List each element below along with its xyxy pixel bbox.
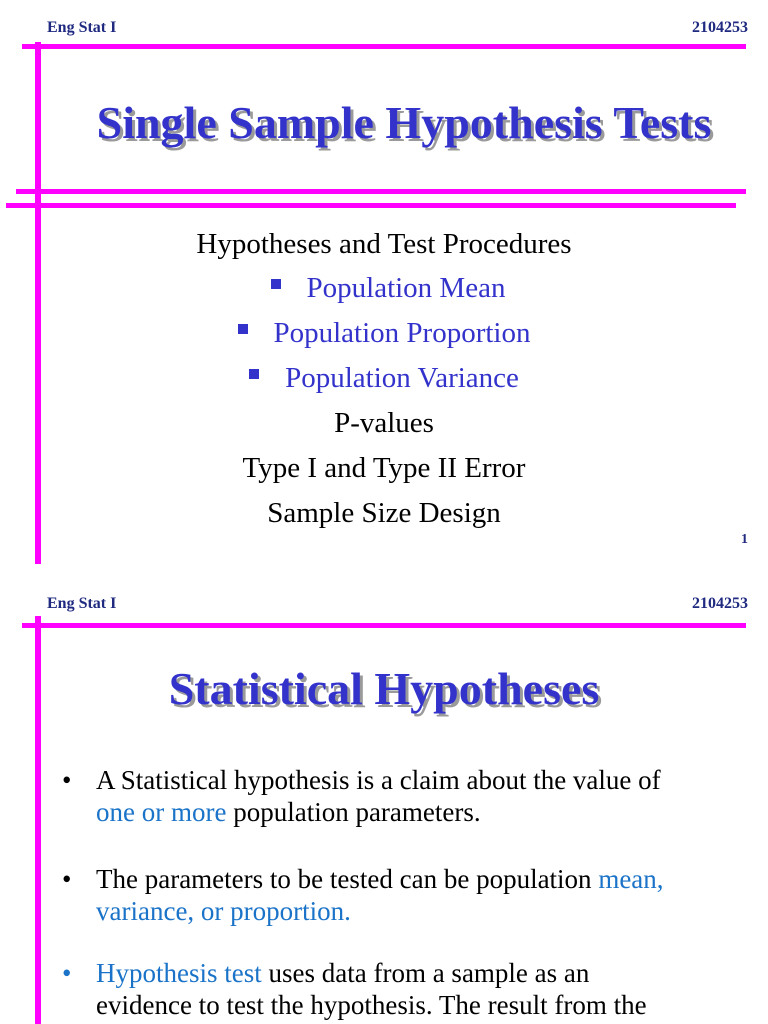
slide-2 (0, 580, 768, 1024)
bullet-square-icon (271, 279, 281, 289)
bullet-dot-icon: • (62, 864, 72, 894)
title-rule-lower (6, 203, 736, 208)
bullet-text: Hypothesis test uses data from a sample as an evidence to test the hypothesis. The result from the (96, 958, 647, 1020)
topic-p-values: P-values (334, 407, 434, 439)
bullet-dot-icon: • (62, 765, 72, 795)
course-code: 2104253 (692, 595, 748, 612)
topic-type-errors: Type I and Type II Error (242, 452, 526, 484)
course-name: Eng Stat I (47, 19, 117, 36)
course-name: Eng Stat I (47, 595, 117, 612)
course-code: 2104253 (692, 19, 748, 36)
bullet-text: The parameters to be tested can be population mean, variance, or proportion. (96, 864, 664, 926)
bullet-text: A Statistical hypothesis is a claim about the value of one or more population parameters. (96, 765, 661, 827)
bullet-square-icon (249, 369, 259, 379)
sub-item-population-mean: Population Mean (0, 272, 768, 305)
title-rule-upper (16, 189, 746, 194)
page-number: 1 (741, 532, 748, 547)
sub-item-population-proportion: Population Proportion (0, 317, 768, 350)
bullet-square-icon (238, 324, 248, 334)
top-rule (22, 623, 746, 628)
top-rule (22, 44, 746, 49)
topic-sample-size: Sample Size Design (267, 497, 501, 529)
sub-item-population-variance: Population Variance (0, 362, 768, 395)
slide-title: Statistical Hypotheses (168, 663, 600, 714)
slide-title: Single Sample Hypothesis Tests (96, 97, 712, 148)
topic-hypotheses: Hypotheses and Test Procedures (196, 228, 572, 260)
bullet-dot-icon: • (62, 958, 72, 988)
